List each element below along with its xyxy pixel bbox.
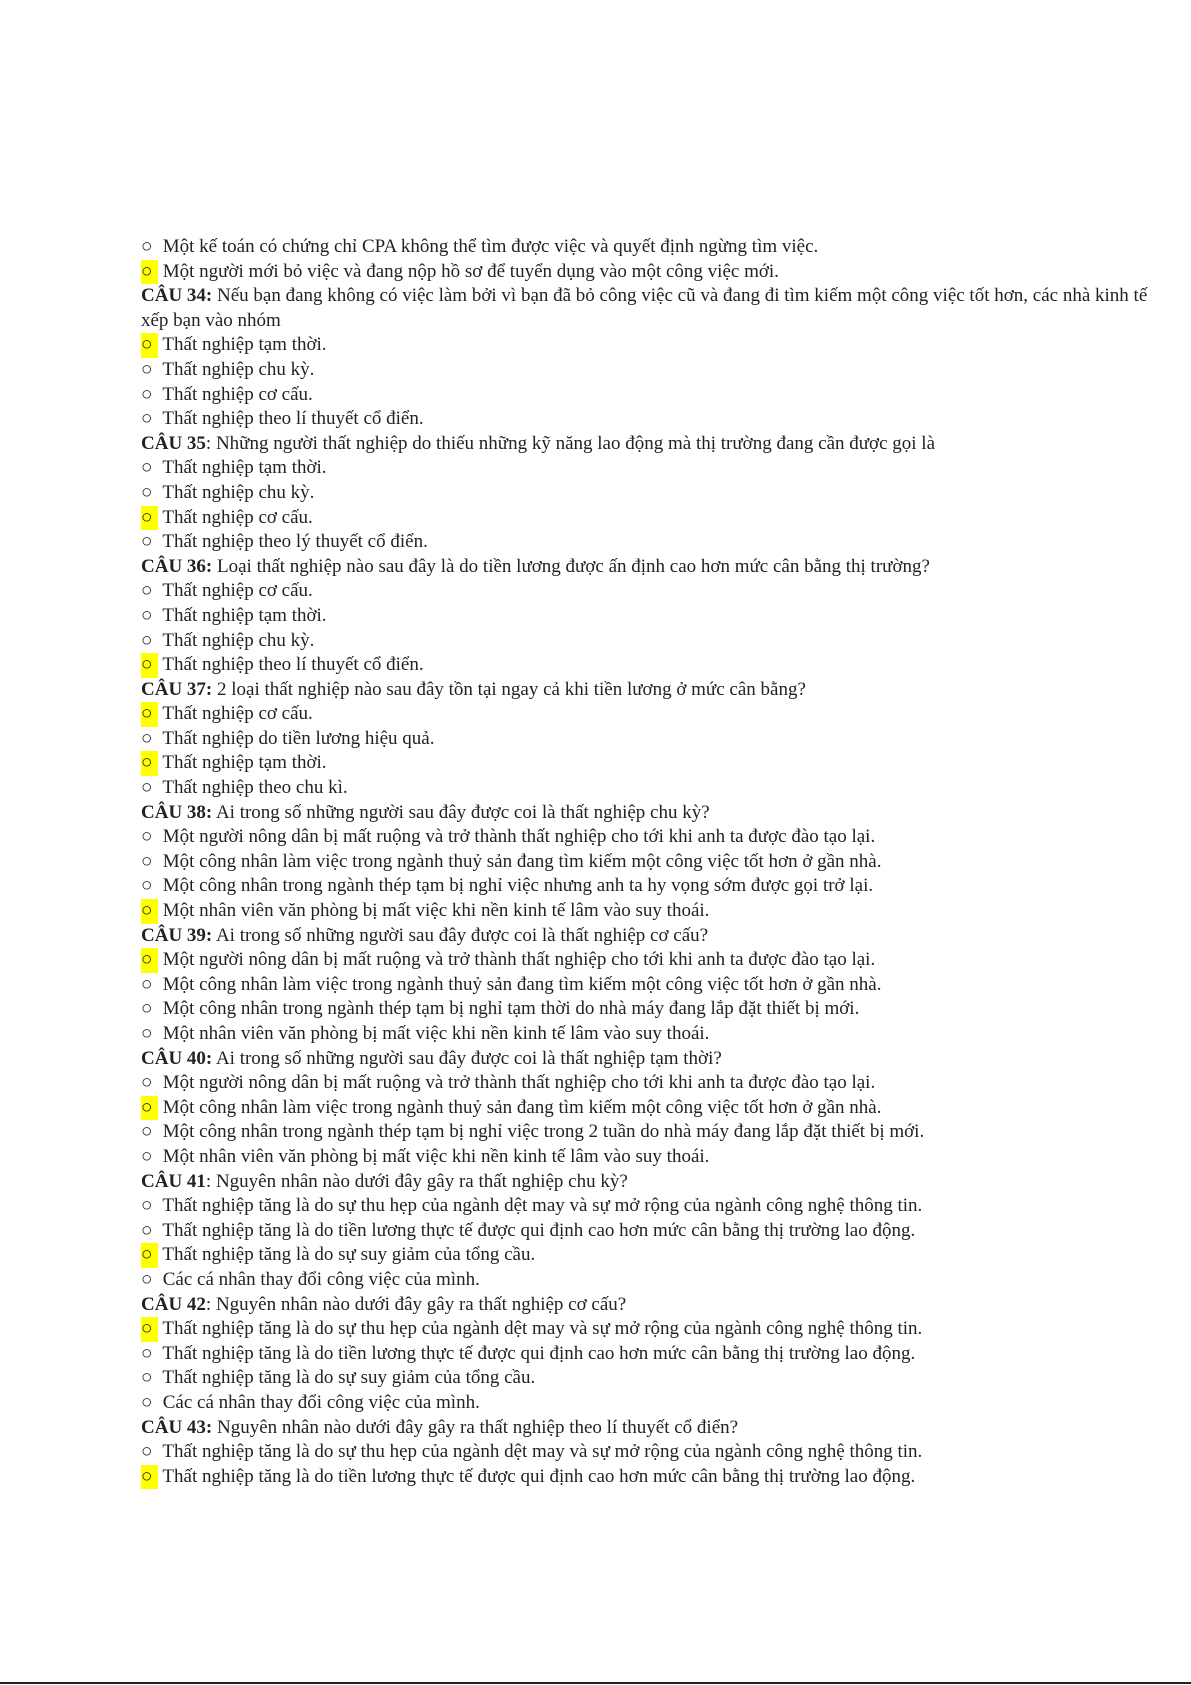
answer-option	[141, 1243, 1151, 1268]
question-line	[141, 432, 1151, 457]
answer-option-text: Thất nghiệp theo lý thuyết cổ điển.	[162, 531, 428, 553]
selected-answer-marker-icon: ○	[141, 1317, 158, 1342]
answer-option	[141, 1071, 1151, 1096]
answer-marker-icon: ○	[141, 826, 153, 848]
selected-answer-marker-icon: ○	[141, 260, 158, 285]
answer-marker-icon: ○	[141, 1441, 153, 1463]
question-label: CÂU 42	[141, 1293, 206, 1315]
answer-marker-icon: ○	[141, 358, 153, 380]
question-label: CÂU 43:	[141, 1416, 213, 1438]
answer-option-text: Thất nghiệp tạm thời.	[162, 752, 327, 774]
answer-option-text: Một người mới bỏ việc và đang nộp hồ sơ để tuyển dụng vào một công việc mới.	[162, 260, 779, 282]
answer-option	[141, 653, 1151, 678]
answer-marker-icon: ○	[141, 236, 153, 257]
answer-option-text: Thất nghiệp theo lí thuyết cổ điển.	[162, 408, 424, 430]
question-line	[141, 1293, 1151, 1318]
selected-answer-marker-icon: ○	[141, 899, 158, 924]
answer-marker-icon: ○	[141, 604, 153, 626]
selected-answer-marker-icon: ○	[141, 751, 158, 776]
answer-option-text: Một công nhân trong ngành thép tạm bị nghỉ việc nhưng anh ta hy vọng sớm được gọi trở lại.	[162, 875, 874, 897]
answer-option-text: Một công nhân làm việc trong ngành thuỷ sản đang tìm kiếm một công việc tốt hơn ở gần nhà.	[162, 1096, 882, 1118]
answer-option-text: Thất nghiệp tăng là do sự thu hẹp của ngành dệt may và sự mở rộng của ngành công nghệ thông tin.	[162, 1195, 923, 1217]
question-label: CÂU 37:	[141, 678, 213, 700]
answer-option	[141, 1219, 1151, 1244]
question-line	[141, 678, 1151, 703]
question-label: CÂU 36:	[141, 555, 213, 577]
question-text: Ai trong số những người sau đây được coi là thất nghiệp cơ cấu?	[212, 924, 709, 946]
answer-marker-icon: ○	[141, 1268, 153, 1290]
answer-option-text: Thất nghiệp tăng là do sự thu hẹp của ngành dệt may và sự mở rộng của ngành công nghệ thông tin.	[162, 1441, 923, 1463]
answer-option	[141, 997, 1151, 1022]
question-label: CÂU 38:	[141, 801, 213, 823]
answer-marker-icon: ○	[141, 1195, 153, 1217]
answer-option	[141, 1317, 1151, 1342]
question-line	[141, 284, 1151, 333]
answer-marker-icon: ○	[141, 1023, 153, 1044]
answer-marker-icon: ○	[141, 481, 153, 503]
answer-option	[141, 1342, 1151, 1367]
answer-option-text: Một công nhân trong ngành thép tạm bị nghỉ tạm thời do nhà máy đang lắp đặt thiết bị mới.	[162, 998, 860, 1020]
answer-option-text: Thất nghiệp tạm thời.	[162, 604, 327, 626]
answer-option	[141, 1440, 1151, 1465]
selected-answer-marker-icon: ○	[141, 1096, 158, 1121]
question-label: CÂU 40:	[141, 1047, 213, 1069]
question-text: : Nguyên nhân nào dưới đây gây ra thất nghiệp chu kỳ?	[205, 1170, 628, 1192]
selected-answer-marker-icon: ○	[141, 1243, 158, 1268]
answer-option	[141, 1194, 1151, 1219]
question-line	[141, 1047, 1151, 1072]
answer-option-text: Thất nghiệp cơ cấu.	[162, 580, 313, 602]
question-label: CÂU 35	[141, 432, 206, 454]
answer-option-text: Thất nghiệp theo chu kì.	[162, 777, 348, 799]
answer-marker-icon: ○	[141, 973, 153, 995]
question-line	[141, 924, 1151, 949]
answer-marker-icon: ○	[141, 629, 153, 651]
answer-option-text: Thất nghiệp cơ cấu.	[162, 703, 313, 725]
answer-option-text: Một kế toán có chứng chỉ CPA không thể tìm được việc và quyết định ngừng tìm việc.	[162, 236, 819, 257]
question-text: 2 loại thất nghiệp nào sau đây tồn tại ngay cả khi tiền lương ở mức cân bằng?	[212, 678, 806, 700]
selected-answer-marker-icon: ○	[141, 333, 158, 358]
question-label: CÂU 39:	[141, 924, 213, 946]
answer-marker-icon: ○	[141, 875, 153, 897]
answer-option	[141, 1096, 1151, 1121]
answer-option	[141, 235, 1151, 260]
answer-marker-icon: ○	[141, 850, 153, 872]
answer-option-text: Một công nhân làm việc trong ngành thuỷ sản đang tìm kiếm một công việc tốt hơn ở gần nhà.	[162, 850, 882, 872]
selected-answer-marker-icon: ○	[141, 1465, 158, 1490]
question-text: : Nguyên nhân nào dưới đây gây ra thất nghiệp cơ cấu?	[205, 1293, 627, 1315]
answer-option-text: Một người nông dân bị mất ruộng và trở thành thất nghiệp cho tới khi anh ta được đào tạo lại.	[162, 826, 876, 848]
answer-option	[141, 776, 1151, 801]
question-text: Nếu bạn đang không có việc làm bởi vì bạn đã bỏ công việc cũ và đang đi tìm kiếm một công việc tốt hơn, các nhà kinh tế xếp bạn vào nhóm	[141, 285, 1148, 331]
answer-option	[141, 358, 1151, 383]
answer-marker-icon: ○	[141, 457, 153, 479]
answer-option	[141, 751, 1151, 776]
answer-marker-icon: ○	[141, 1342, 153, 1364]
answer-option	[141, 260, 1151, 285]
answer-option	[141, 702, 1151, 727]
answer-option-text: Thất nghiệp tăng là do tiền lương thực tế được qui định cao hơn mức cân bằng thị trường lao động.	[162, 1219, 916, 1241]
answer-option	[141, 1465, 1151, 1490]
answer-option-text: Thất nghiệp cơ cấu.	[162, 383, 313, 405]
selected-answer-marker-icon: ○	[141, 702, 158, 727]
answer-marker-icon: ○	[141, 531, 153, 553]
answer-option-text: Thất nghiệp cơ cấu.	[162, 506, 313, 528]
answer-option-text: Một người nông dân bị mất ruộng và trở thành thất nghiệp cho tới khi anh ta được đào tạo lại.	[162, 949, 876, 971]
answer-option	[141, 1120, 1151, 1145]
answer-option	[141, 530, 1151, 555]
answer-option-text: Thất nghiệp chu kỳ.	[162, 481, 315, 503]
answer-option	[141, 727, 1151, 752]
answer-marker-icon: ○	[141, 408, 153, 430]
question-line	[141, 801, 1151, 826]
answer-option	[141, 333, 1151, 358]
answer-option	[141, 1268, 1151, 1293]
question-label: CÂU 41	[141, 1170, 206, 1192]
answer-option	[141, 899, 1151, 924]
question-line	[141, 1416, 1151, 1441]
question-text: Ai trong số những người sau đây được coi là thất nghiệp tạm thời?	[212, 1047, 722, 1069]
answer-option	[141, 1022, 1151, 1047]
page-bottom-rule	[0, 1682, 1191, 1684]
answer-marker-icon: ○	[141, 580, 153, 602]
answer-marker-icon: ○	[141, 1391, 153, 1413]
answer-option-text: Thất nghiệp tăng là do sự suy giảm của tổng cầu.	[162, 1367, 536, 1389]
answer-option-text: Một nhân viên văn phòng bị mất việc khi nền kinh tế lâm vào suy thoái.	[162, 1023, 710, 1044]
answer-marker-icon: ○	[141, 727, 153, 749]
answer-option-text: Thất nghiệp tăng là do tiền lương thực tế được qui định cao hơn mức cân bằng thị trường lao động.	[162, 1465, 916, 1487]
answer-option	[141, 456, 1151, 481]
answer-marker-icon: ○	[141, 383, 153, 405]
answer-option	[141, 948, 1151, 973]
answer-option-text: Thất nghiệp do tiền lương hiệu quả.	[162, 727, 435, 749]
question-text: Ai trong số những người sau đây được coi là thất nghiệp chu kỳ?	[212, 801, 710, 823]
document-body	[141, 235, 1151, 1489]
answer-option-text: Thất nghiệp tạm thời.	[162, 334, 327, 356]
answer-option	[141, 506, 1151, 531]
answer-marker-icon: ○	[141, 1121, 153, 1143]
answer-option	[141, 874, 1151, 899]
answer-option	[141, 1145, 1151, 1170]
answer-marker-icon: ○	[141, 1072, 153, 1094]
answer-option	[141, 1391, 1151, 1416]
answer-option-text: Một công nhân làm việc trong ngành thuỷ sản đang tìm kiếm một công việc tốt hơn ở gần nhà.	[162, 973, 882, 995]
answer-option-text: Một nhân viên văn phòng bị mất việc khi nền kinh tế lâm vào suy thoái.	[162, 1145, 710, 1167]
answer-option	[141, 407, 1151, 432]
question-label: CÂU 34:	[141, 285, 213, 307]
answer-option	[141, 825, 1151, 850]
answer-option-text: Một người nông dân bị mất ruộng và trở thành thất nghiệp cho tới khi anh ta được đào tạo lại.	[162, 1072, 876, 1094]
answer-option-text: Thất nghiệp tăng là do sự suy giảm của tổng cầu.	[162, 1244, 536, 1266]
answer-option	[141, 481, 1151, 506]
answer-option-text: Thất nghiệp chu kỳ.	[162, 629, 315, 651]
question-text: Nguyên nhân nào dưới đây gây ra thất nghiệp theo lí thuyết cổ điển?	[212, 1416, 739, 1438]
answer-option	[141, 973, 1151, 998]
answer-marker-icon: ○	[141, 1145, 153, 1167]
question-text: Loại thất nghiệp nào sau đây là do tiền lương được ấn định cao hơn mức cân bằng thị trường?	[212, 555, 930, 577]
answer-option-text: Thất nghiệp tăng là do tiền lương thực tế được qui định cao hơn mức cân bằng thị trường lao động.	[162, 1342, 916, 1364]
answer-marker-icon: ○	[141, 1367, 153, 1389]
selected-answer-marker-icon: ○	[141, 506, 158, 531]
answer-option	[141, 629, 1151, 654]
question-text: : Những người thất nghiệp do thiếu những kỹ năng lao động mà thị trường đang cần được gọi là	[205, 432, 936, 454]
answer-option-text: Thất nghiệp tạm thời.	[162, 457, 327, 479]
answer-option-text: Các cá nhân thay đổi công việc của mình.	[162, 1268, 480, 1290]
question-line	[141, 1170, 1151, 1195]
answer-option-text: Các cá nhân thay đổi công việc của mình.	[162, 1391, 480, 1413]
answer-marker-icon: ○	[141, 1219, 153, 1241]
selected-answer-marker-icon: ○	[141, 653, 158, 678]
answer-marker-icon: ○	[141, 777, 153, 799]
answer-option	[141, 604, 1151, 629]
answer-option-text: Thất nghiệp theo lí thuyết cổ điển.	[162, 654, 424, 676]
answer-option-text: Thất nghiệp chu kỳ.	[162, 358, 315, 380]
answer-option-text: Thất nghiệp tăng là do sự thu hẹp của ngành dệt may và sự mở rộng của ngành công nghệ thông tin.	[162, 1318, 923, 1340]
answer-option	[141, 579, 1151, 604]
selected-answer-marker-icon: ○	[141, 948, 158, 973]
answer-option	[141, 1366, 1151, 1391]
answer-option	[141, 383, 1151, 408]
answer-option	[141, 850, 1151, 875]
answer-marker-icon: ○	[141, 998, 153, 1020]
answer-option-text: Một nhân viên văn phòng bị mất việc khi nền kinh tế lâm vào suy thoái.	[162, 900, 710, 922]
answer-option-text: Một công nhân trong ngành thép tạm bị nghỉ việc trong 2 tuần do nhà máy đang lắp đặt thiết bị mới.	[162, 1121, 925, 1143]
question-line	[141, 555, 1151, 580]
